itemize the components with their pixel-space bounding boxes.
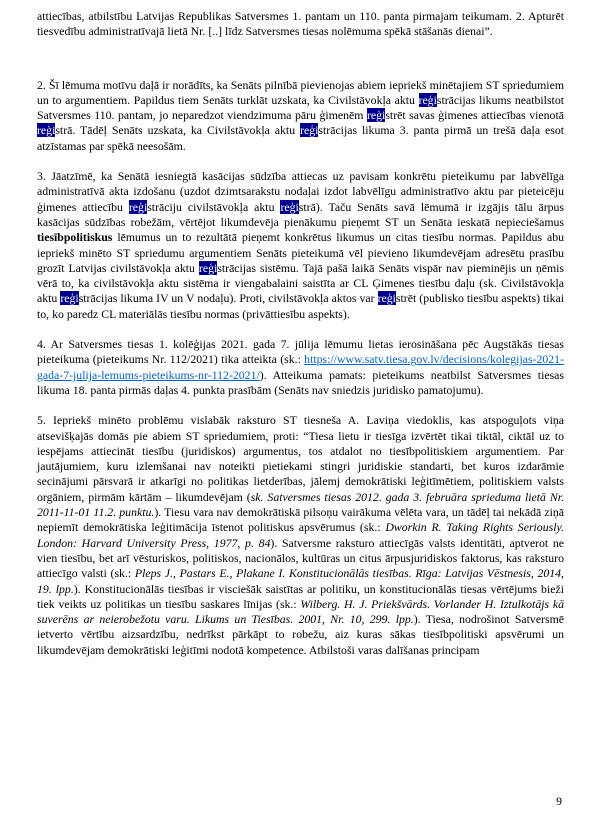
search-highlight: reģi (366, 108, 386, 123)
text-run: strā. Tādēļ Senāts uzskata, ka Civilstāvokļa aktu (55, 123, 301, 138)
text-run: attiecības, atbilstību Latvijas Republikas Satversmes 1. pantam un 110. panta pirmajam teikumam. 2. Apturēt tiesvedību administratīvajā lietā Nr. [..] līdz Satversmes tiesas nolēmuma spēkā stāšanās dienai”. (37, 9, 567, 39)
paragraph (37, 77, 567, 154)
text-run: sk. Satversmes tiesas 2012. gada 3. februāra sprieduma lietā Nr. 2011-11-01 11.2. punktu. (37, 489, 567, 520)
text-run: strēt savas ģimenes attiecības vienotā (385, 108, 567, 123)
text-run: ). Konstitucionālās tiesības ir visciešāk saistītas ar politiku, un konstitucionālās tiesas vērtējums bieži tiek veikts uz politikas un tiesību saskares līnijas (sk.: (37, 581, 567, 611)
text-run: strācijas likuma IV un V nodaļu). Proti, civilstāvokļa aktos var (78, 291, 378, 306)
text-run: 4. Ar Satversmes tiesas 1. kolēģijas 2021. gada 7. jūlija lēmumu lietas ierosināšana pēc Augstākās tiesas pieteikuma (pieteikums Nr. 112/2021) tika atteikta (sk.: (37, 337, 567, 367)
document-text (37, 9, 567, 673)
text-run: strā). Taču Senāts savā lēmumā ir izgājis tālu ārpus kasācijas sūdzības robežām, vērtējot likumdevēja pienākumu pieņemt ST un Senāta ieskatā nepieciešamus (37, 199, 567, 229)
text-run: strācijas likuma 3. panta pirmā un trešā daļa esot atzīstamas par spēkā neesošām. (37, 123, 567, 153)
search-highlight: reģi (377, 291, 396, 306)
text-run: strācijas sistēmu. Tajā pašā laikā Senāts vispār nav pieminējis un ņēmis vērā to, ka civilstāvokļa aktu sistēma ir viengabalaini saistīta ar CL Ģimenes tiesību daļu (sk. Civilstāvokļa aktu (37, 260, 567, 306)
text-run: 3. Jāatzīmē, ka Senātā iesniegtā kasācijas sūdzība attiecas uz pavisam konkrētu pieteikumu par labvēlīga administratīvā akta izdošanu (uzdot dzimtsarakstu nodaļai izdot labvēlīgu administratīvo aktu par pieteicēju ģimenes attiecību (37, 169, 567, 214)
text-run: strācijas likums neatbilstot Satversmes 110. pantam, jo neparedzot viendzimuma pāru ģimenēm (37, 92, 567, 123)
text-run: tiesībpolitiskus (37, 230, 113, 245)
text-run: strāciju civilstāvokļa aktu (147, 199, 281, 214)
search-highlight: reģi (37, 123, 56, 138)
paragraph (37, 9, 567, 40)
text-run: 5. Iepriekš minēto problēmu vislabāk raksturo ST tiesneša A. Laviņa viedoklis, kas atspoguļots viņa atsevišķajās domās pie abiem ST spriedumiem, proti: “Tiesa lietu ir tiesīga izvērtēt tikai tiktāl, ciktāl uz to iespējams attiecināt tiesību (juridiskos) argumentus, tos atdalot no tiesībpolitiskiem argumentiem. Par jautājumiem, kuru izlemšanai nav noteikti pietiekami stingri juridiskie standarti, bet kuros izdarāmie secinājumi pārsvarā ir atkarīgi no politikas lietderības, jālemj demokrātiski leģitīmētiem, politiskiem valsts orgāniem, pirmām kārtām – likumdevējam ( (37, 413, 567, 504)
search-highlight: reģi (280, 199, 299, 214)
hyperlink[interactable]: https://www.satv.tiesa.gov.lv/decisions/kolegijas-2021-gada-7-julija-lemums-pieteikums-nr-112-2021/ (37, 352, 564, 382)
search-highlight: reģi (300, 123, 319, 138)
paragraph (37, 169, 567, 322)
text-run: ). Satversme raksturo attiecīgās valsts identitāti, aptverot ne vien tiesību, bet arī vēsturiskos, politiskos, nacionālos, kultūras un citus ārpusjuridiskos faktorus, kas raksturo attiecīgo valsti (sk.: (37, 535, 567, 581)
page-number: 9 (556, 794, 562, 808)
search-highlight: reģi (60, 291, 79, 306)
text-run: Pleps J., Pastars E., Plakane I. Konstitucionālās tiesības. Rīga: Latvijas Vēstnesis, 2014, 19. lpp. (37, 566, 567, 596)
paragraph (37, 337, 567, 398)
search-highlight: reģi (128, 199, 148, 214)
search-highlight: reģi (198, 260, 218, 275)
text-run: ). Tiesu vara nav demokrātiskā pilsoņu vairākuma vēlēta vara, un tādēļ tai nekādā ziņā nepiemīt demokrātiska leģitimācija īstenot politiskus apsvērumus (sk.: (37, 505, 567, 535)
text-run: Dworkin R. Taking Rights Seriously. London: Harvard University Press, 1977, p. 84 (37, 520, 567, 550)
paragraph (37, 413, 567, 658)
text-run: ). Tiesa, nodrošinot Satversmē ietverto vērtību aizsardzību, nedrīkst pārkāpt to robežu, aiz kuras sākas tiesībpolitiski apsvērumi un likumdevējam demokrātiski leģitīmi nodotā kompetence. Atbilstoši varas dalīšanas principam (37, 612, 567, 657)
text-run: 2. Šī lēmuma motīvu daļā ir norādīts, ka Senāts pilnībā pievienojas abiem iepriekš minētajiem ST spriedumiem un to argumentiem. Papildus tiem Senāts turklāt uzskata, ka Civilstāvokļa aktu (37, 77, 567, 107)
text-run: strēt (publisko tiesību aspekts) tikai to, ko paredz CL materiālās tiesību normas (privāttiesību aspekts). (37, 291, 567, 321)
text-run: ). Atteikuma pamats: pieteikums neatbilst Satversmes tiesas likuma 18. panta pirmās daļas 4. punkta prasībām (Senāts nav sniedzis juridisko pamatojumu). (37, 367, 567, 397)
text-run: lēmumus un to rezultātā pieņemt konkrētus likumus un citas tiesību normas. Papildus abu iepriekš minēto ST spriedumu argumentiem Senāts pieteikumā vēl pievieno likumdevējam adresētu prasību grozīt Latvijas civilstāvokļa aktu (37, 230, 567, 275)
search-highlight: reģi (418, 92, 437, 107)
text-run: Wilberg. H. J. Priekšvārds. Vorlander H. Iztulkotājs kā suverēns ar neierobežotu varu. Likums un Tiesības. 2001, Nr. 10, 299. lpp. (37, 596, 567, 627)
